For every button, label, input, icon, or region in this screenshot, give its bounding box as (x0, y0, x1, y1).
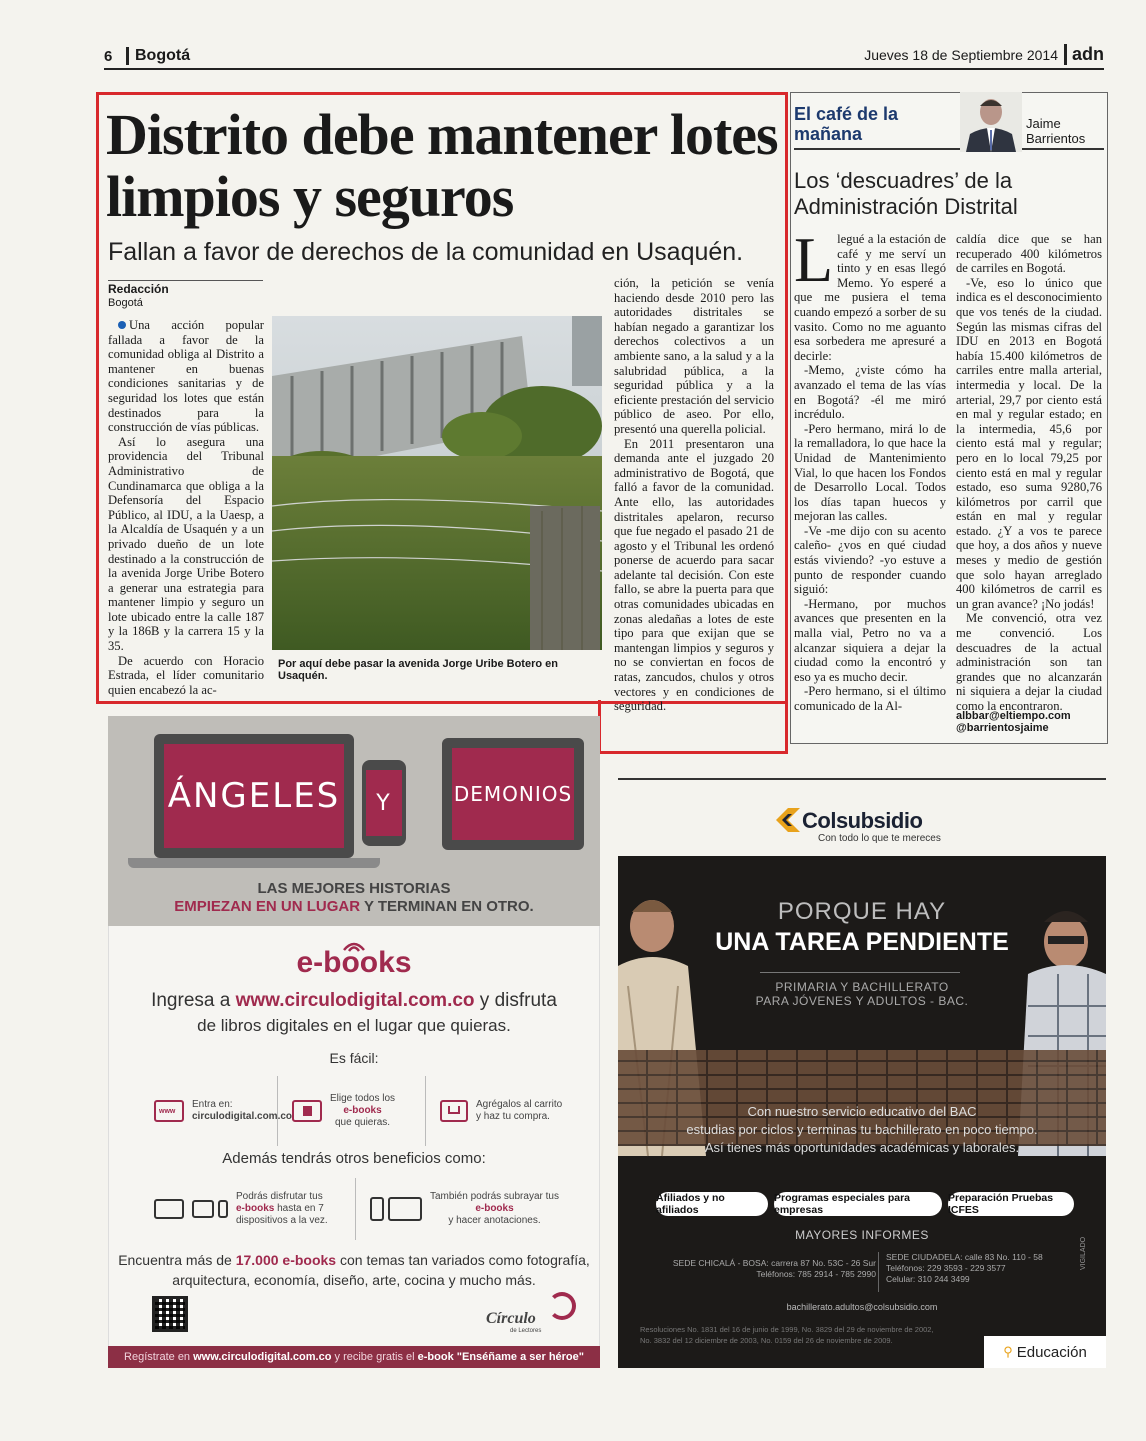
photo-caption: Por aquí debe pasar la avenida Jorge Uribe Botero en Usaquén. (278, 658, 558, 682)
phone-screen (362, 760, 406, 846)
pill-afiliados: Afiliados y no afiliados (656, 1192, 768, 1216)
colsubsidio-body-3: Así tienes más oportunidades académicas y laborales. (704, 1140, 1020, 1155)
laptop-screen (154, 734, 354, 858)
pill-icfes: Preparación Pruebas ICFES (948, 1192, 1074, 1216)
screen-text-angeles: ÁNGELES (164, 744, 344, 848)
cta-text: Ingresa a (151, 990, 236, 1011)
education-icon: ⚲ (1003, 1344, 1013, 1359)
footer-text: y recibe gratis el (331, 1351, 418, 1363)
sede-phone: Teléfonos: 785 2914 - 785 2990 (756, 1269, 876, 1279)
sede-chicala (666, 1258, 876, 1280)
drop-cap: L (794, 224, 834, 295)
footer-offer: e-book "Enséñame a ser héroe" (417, 1351, 584, 1363)
author-portrait (960, 92, 1022, 152)
laptop-icon (154, 1199, 184, 1219)
benefit-1-text (236, 1191, 328, 1227)
opinion-column-2 (956, 232, 1102, 714)
ebooks-easy-label: Es fácil: (329, 1050, 379, 1066)
opinion-paragraph: -Memo, ¿viste cómo ha avanzado el tema de las vías en Bogotá? -él me miró incrédulo. (794, 363, 946, 422)
colsubsidio-resolutions (640, 1324, 970, 1346)
ereader-icon (388, 1197, 422, 1221)
colsubsidio-more-info: MAYORES INFORMES (795, 1228, 929, 1242)
opinion-paragraph: -Ve -me dijo con su acento caleño- ¿vos en qué ciudad estás viviendo? -yo estuve a punto de responder cuando siguió: (794, 523, 946, 597)
tablet-screen (442, 738, 584, 850)
author-email[interactable]: albbar@eltiempo.com (956, 710, 1071, 722)
step-text: y haz tu compra. (476, 1111, 550, 1122)
opinion-paragraph: -Pero hermano, mirá lo de la remalladora, lo que hace la Unidad de Mantenimiento Vial, lo que hacen los Fondos de Desarrollo Local. Todos los días tapan huecos y mejoran las calles. (794, 421, 946, 524)
byline-place: Bogotá (108, 297, 143, 309)
article-photo (272, 316, 602, 650)
step-text: que quieras. (335, 1117, 391, 1128)
benefit-text: También podrás subrayar tus (430, 1191, 559, 1202)
benefit-text: hasta en 7 (274, 1203, 324, 1214)
resolution-line: Resoluciones No. 1831 del 16 de junio de 1999, No. 3829 del 29 de noviembre de 2002, (640, 1325, 934, 1334)
circulo-brand-sub: de Lectores (510, 1328, 542, 1334)
colsubsidio-heading-3: PRIMARIA Y BACHILLERATO (775, 980, 949, 994)
books-icon (292, 1100, 322, 1122)
opinion-title: Los ‘descuadres’ de la Administración Distrital (794, 168, 1018, 219)
cart-icon (440, 1100, 468, 1122)
browser-icon: www (154, 1100, 184, 1122)
vigilado-mark: VIGILADO (1080, 1236, 1087, 1270)
circulo-logo-ring (548, 1292, 576, 1320)
ebooks-step-2 (284, 1076, 426, 1146)
more-highlight: 17.000 e-books (235, 1252, 337, 1268)
colsubsidio-body-1: Con nuestro servicio educativo del BAC (747, 1104, 977, 1119)
opinion-author: Jaime Barrientos (1026, 116, 1086, 146)
colsubsidio-logo: Colsubsidio (802, 808, 923, 833)
article-column-1 (108, 318, 264, 697)
resolution-line: No. 3832 del 12 diciembre de 2003, No. 0159 del 26 de noviembre de 2009. (640, 1336, 893, 1345)
colsubsidio-heading-2: UNA TAREA PENDIENTE (715, 928, 1009, 956)
byline-author: Redacción (108, 282, 169, 296)
cta-url[interactable]: www.circulodigital.com.co (235, 990, 475, 1011)
ebooks-benefit-2 (362, 1178, 576, 1240)
colsubsidio-tagline: Con todo lo que te mereces (818, 833, 941, 844)
colsubsidio-email[interactable]: bachillerato.adultos@colsubsidio.com (786, 1302, 938, 1312)
laptop-base (128, 858, 380, 868)
more-text: Encuentra más de (118, 1252, 236, 1268)
article-headline: Distrito debe mantener lotes limpios y seguros (106, 102, 778, 229)
opinion-contact (956, 710, 1071, 734)
circulo-brand: Círculo (486, 1310, 536, 1327)
colsubsidio-heading-4: PARA JÓVENES Y ADULTOS - BAC. (755, 994, 969, 1008)
benefit-text: dispositivos a la vez. (236, 1215, 328, 1226)
opinion-paragraph: -Hermano, por muchos avances que presenten en la malla vial, Petro no va a alcanzar siquiera a dejar la ciudad como la encontró y eso ya es mucho decir. (794, 596, 946, 684)
step-text: Entra en: (192, 1099, 233, 1110)
author-twitter[interactable]: @barrientosjaime (956, 722, 1049, 734)
ebooks-benefit-1 (146, 1178, 356, 1240)
benefit-highlight: e-books (475, 1203, 514, 1214)
article-column-3 (614, 276, 774, 714)
step-highlight: e-books (343, 1105, 382, 1116)
benefit-highlight: e-books (236, 1203, 275, 1214)
article-byline (108, 280, 263, 310)
education-label: Educación (1016, 1343, 1087, 1361)
article-subhead: Fallan a favor de derechos de la comunidad en Usaquén. (108, 238, 744, 266)
tagline-highlight: EMPIEZAN EN UN LUGAR (174, 898, 361, 915)
ebooks-more-line-2: arquitectura, economía, diseño, arte, cocina y mucho más. (172, 1272, 536, 1288)
ebooks-tagline-2 (108, 898, 600, 915)
sede-phone: Teléfonos: 229 3593 - 229 3577 (886, 1263, 1006, 1273)
ebooks-step-1 (146, 1076, 293, 1146)
ebooks-more-line-1 (108, 1252, 600, 1268)
step-1-text (192, 1099, 292, 1123)
ebooks-cta-line-1 (108, 990, 600, 1012)
ebooks-step-3 (432, 1076, 572, 1146)
article-paragraph: ción, la petición se venía haciendo desde 2010 pero las autoridades distritales se habían negado a garantizar los derechos colectivos a un ambiente sano, a la salud y a la salubridad pública, a la seguridad pública y a la eficiente prestación del servicio público de aseo. Por ello, presentó una querella policial. (614, 276, 774, 436)
article-paragraph: Así lo asegura una providencia del Tribunal Administrativo de Cundinamarca que obliga a la Defensoría del Espacio Público, al IDU, a la Uaesp, a la Alcaldía de Usaquén y a un privado dueño de un lote destinado a la construcción de la avenida Jorge Uribe Botero a generar una estrategia para mantener limpio y seguro un lote ubicado entre la calle 187 y la 186B y la carrera 15 y la 35. (108, 434, 264, 654)
ebooks-tagline-1: LAS MEJORES HISTORIAS (257, 880, 451, 897)
step-3-text (476, 1099, 562, 1123)
colsubsidio-logo-icon (776, 808, 800, 832)
opinion-column-1 (794, 224, 946, 714)
qr-code[interactable] (152, 1296, 188, 1332)
opinion-paragraph: Me convenció, otra vez me convenció. Los descuadres de la actual administración son tan grandes que no alcanzarán ni siquiera a dejar la ciudad como la encontraron. (956, 611, 1102, 713)
article-paragraph: Una acción popular fallada a favor de la comunidad obliga al Distrito a mantener en buenas condiciones sanitarias y de seguridad los lotes que están destinados para la construcción de vías públicas. (108, 318, 264, 435)
step-2-text (330, 1093, 395, 1129)
pill-empresas: Programas especiales para empresas (774, 1192, 942, 1216)
sede-mobile: Celular: 310 244 3499 (886, 1274, 970, 1284)
benefit-text: y hacer anotaciones. (448, 1215, 541, 1226)
sede-address: SEDE CIUDADELA: calle 83 No. 110 - 58 (886, 1252, 1043, 1262)
sede-address: SEDE CHICALÁ - BOSA: carrera 87 No. 53C - 26 Sur (672, 1258, 876, 1268)
ebooks-cta-line-2: de libros digitales en el lugar que quieras. (197, 1016, 511, 1035)
opinion-rule (794, 148, 1104, 150)
ebooks-logo: e-books (296, 946, 412, 979)
heading-rule (760, 972, 960, 973)
bullet-icon (118, 321, 126, 329)
colsubsidio-body-2: estudias por ciclos y terminas tu bachillerato en poco tiempo. (686, 1122, 1038, 1137)
step-text: Elige todos los (330, 1093, 396, 1104)
more-text: con temas tan variados como fotografía, (336, 1252, 590, 1268)
vacant-lot-photo (272, 316, 602, 650)
opinion-paragraph: -Pero hermano, si el último comunicado de la Al- (794, 684, 946, 713)
footer-url[interactable]: www.circulodigital.com.co (193, 1351, 332, 1363)
opinion-paragraph: -Ve, eso lo único que indica es el desconocimiento que vos tenés de la ciudad. Según las mismas cifras del IDU en 2013 en Bogotá había 15.400 kilómetros de carriles entre malla arterial, intermedia y local. De la arterial, 29,7 por ciento está en mal y regular estado; en la intermedia, 45,6 por ciento está mal y regular; pero en lo local 79,25 por ciento está en mal y regular estado, eso suma 9280,76 kilómetros por carril que están en mal y regular estado. ¿Y a vos te parece que hoy, a dos años y nueve meses y medio de gestión que solo hayan arreglado 400 kilómetros de carril es un gran avance? ¡No jodás! (956, 275, 1102, 611)
cta-text: y disfruta (474, 990, 557, 1011)
ebooks-footer (108, 1346, 600, 1368)
opinion-kicker: El café de la mañana (794, 104, 899, 144)
page-number: 6 (104, 48, 113, 65)
benefit-2-text (430, 1191, 559, 1227)
opinion-paragraph: legué a la estación de café y me serví un tinto y en esas llegó Memo. Yo esperé a que me pusiera el tema cuando empezó a sorber de su vasito. Como no me aguanto esa sorbedera me apresuré a decirle: (794, 232, 946, 363)
tagline-rest: Y TERMINAN EN OTRO. (360, 898, 534, 915)
colsubsidio-heading-1: PORQUE HAY (777, 898, 947, 925)
section-name: Bogotá (126, 47, 190, 65)
issue-date: Jueves 18 de Septiembre 2014 (864, 47, 1058, 63)
step-text: Agrégalos al carrito (476, 1099, 563, 1110)
step-url: circulodigital.com.co (192, 1111, 293, 1122)
screen-text-y: Y (366, 770, 402, 836)
ebooks-benefits-label: Además tendrás otros beneficios como: (222, 1150, 486, 1167)
phone-icon (370, 1197, 384, 1221)
page-header (104, 44, 1104, 70)
article-paragraph: De acuerdo con Horacio Estrada, el líder comunitario quien encabezó la ac- (108, 653, 264, 697)
opinion-paragraph: caldía dice que se han recuperado 400 kilómetros de carriles en Bogotá. (956, 232, 1102, 276)
benefit-text: Podrás disfrutar tus (236, 1191, 323, 1202)
phone-icon (218, 1200, 228, 1218)
sede-ciudadela (886, 1252, 1086, 1285)
newspaper-logo: adn (1064, 44, 1104, 65)
screen-text-demonios: DEMONIOS (452, 748, 574, 840)
footer-text: Regístrate en (124, 1351, 194, 1363)
sede-divider (878, 1252, 879, 1292)
tablet-icon (192, 1200, 214, 1218)
article-paragraph: En 2011 presentaron una demanda ante el juzgado 20 administrativo de Bogotá, que falló a favor de la comunidad. Ante ello, las autoridades distritales apelaron, recurso que fue negado el pasado 21 de agosto y el Tribunal les ordenó ponerse de acuerdo para sacar adelante tal decisión. Con este fallo, se abre la puerta para que otras comunidades ubicadas en zonas aledañas a lotes de este tipo para que exijan que se mantengan limpios y seguros y no se conviertan en focos de ratas, zancudos, chulos y otros vectores y en condiciones de seguridad. (614, 436, 774, 714)
education-badge (984, 1336, 1106, 1368)
